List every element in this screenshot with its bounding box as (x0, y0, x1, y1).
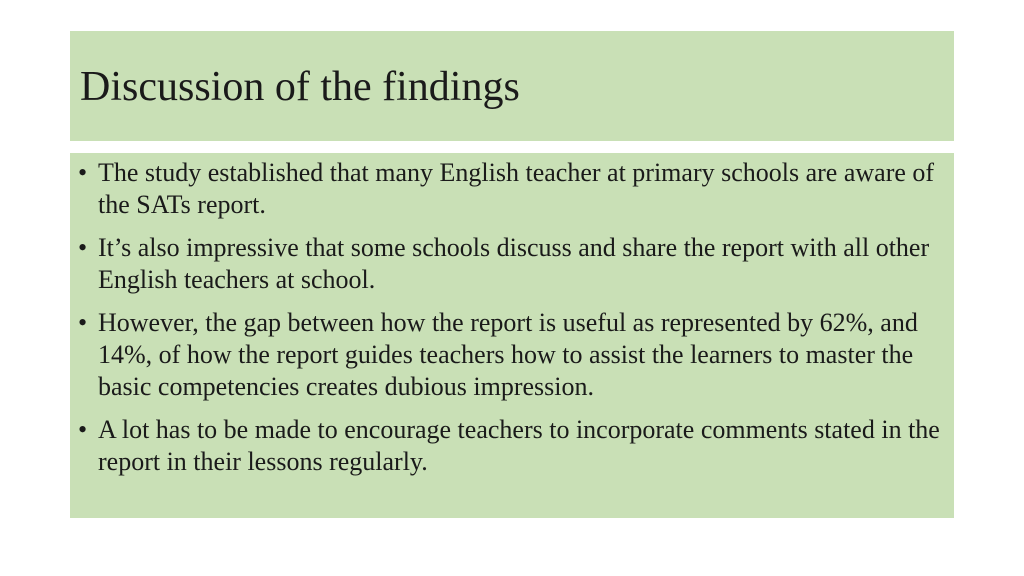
bullet-text: However, the gap between how the report is useful as represented by 62%, and 14%, of how the report guides teachers how to assist the learners to master the basic competencies creates dubious impression. (98, 308, 918, 401)
bullet-item (78, 157, 950, 221)
bullet-text: The study established that many English teacher at primary schools are aware of the SATs report. (98, 158, 935, 219)
bullet-dot-icon: • (78, 233, 88, 262)
slide-title: Discussion of the findings (80, 64, 520, 110)
bullet-text: A lot has to be made to encourage teachers to incorporate comments stated in the report in their lessons regularly. (98, 415, 940, 476)
bullet-dot-icon: • (78, 308, 88, 337)
bullet-item (78, 307, 950, 403)
bullet-item (78, 232, 950, 296)
title-panel (70, 31, 954, 141)
content-panel (70, 153, 954, 518)
bullet-dot-icon: • (78, 415, 88, 444)
bullet-list (78, 157, 950, 489)
bullet-text: It’s also impressive that some schools discuss and share the report with all other English teachers at school. (98, 233, 930, 294)
bullet-item (78, 414, 950, 478)
bullet-dot-icon: • (78, 158, 88, 187)
